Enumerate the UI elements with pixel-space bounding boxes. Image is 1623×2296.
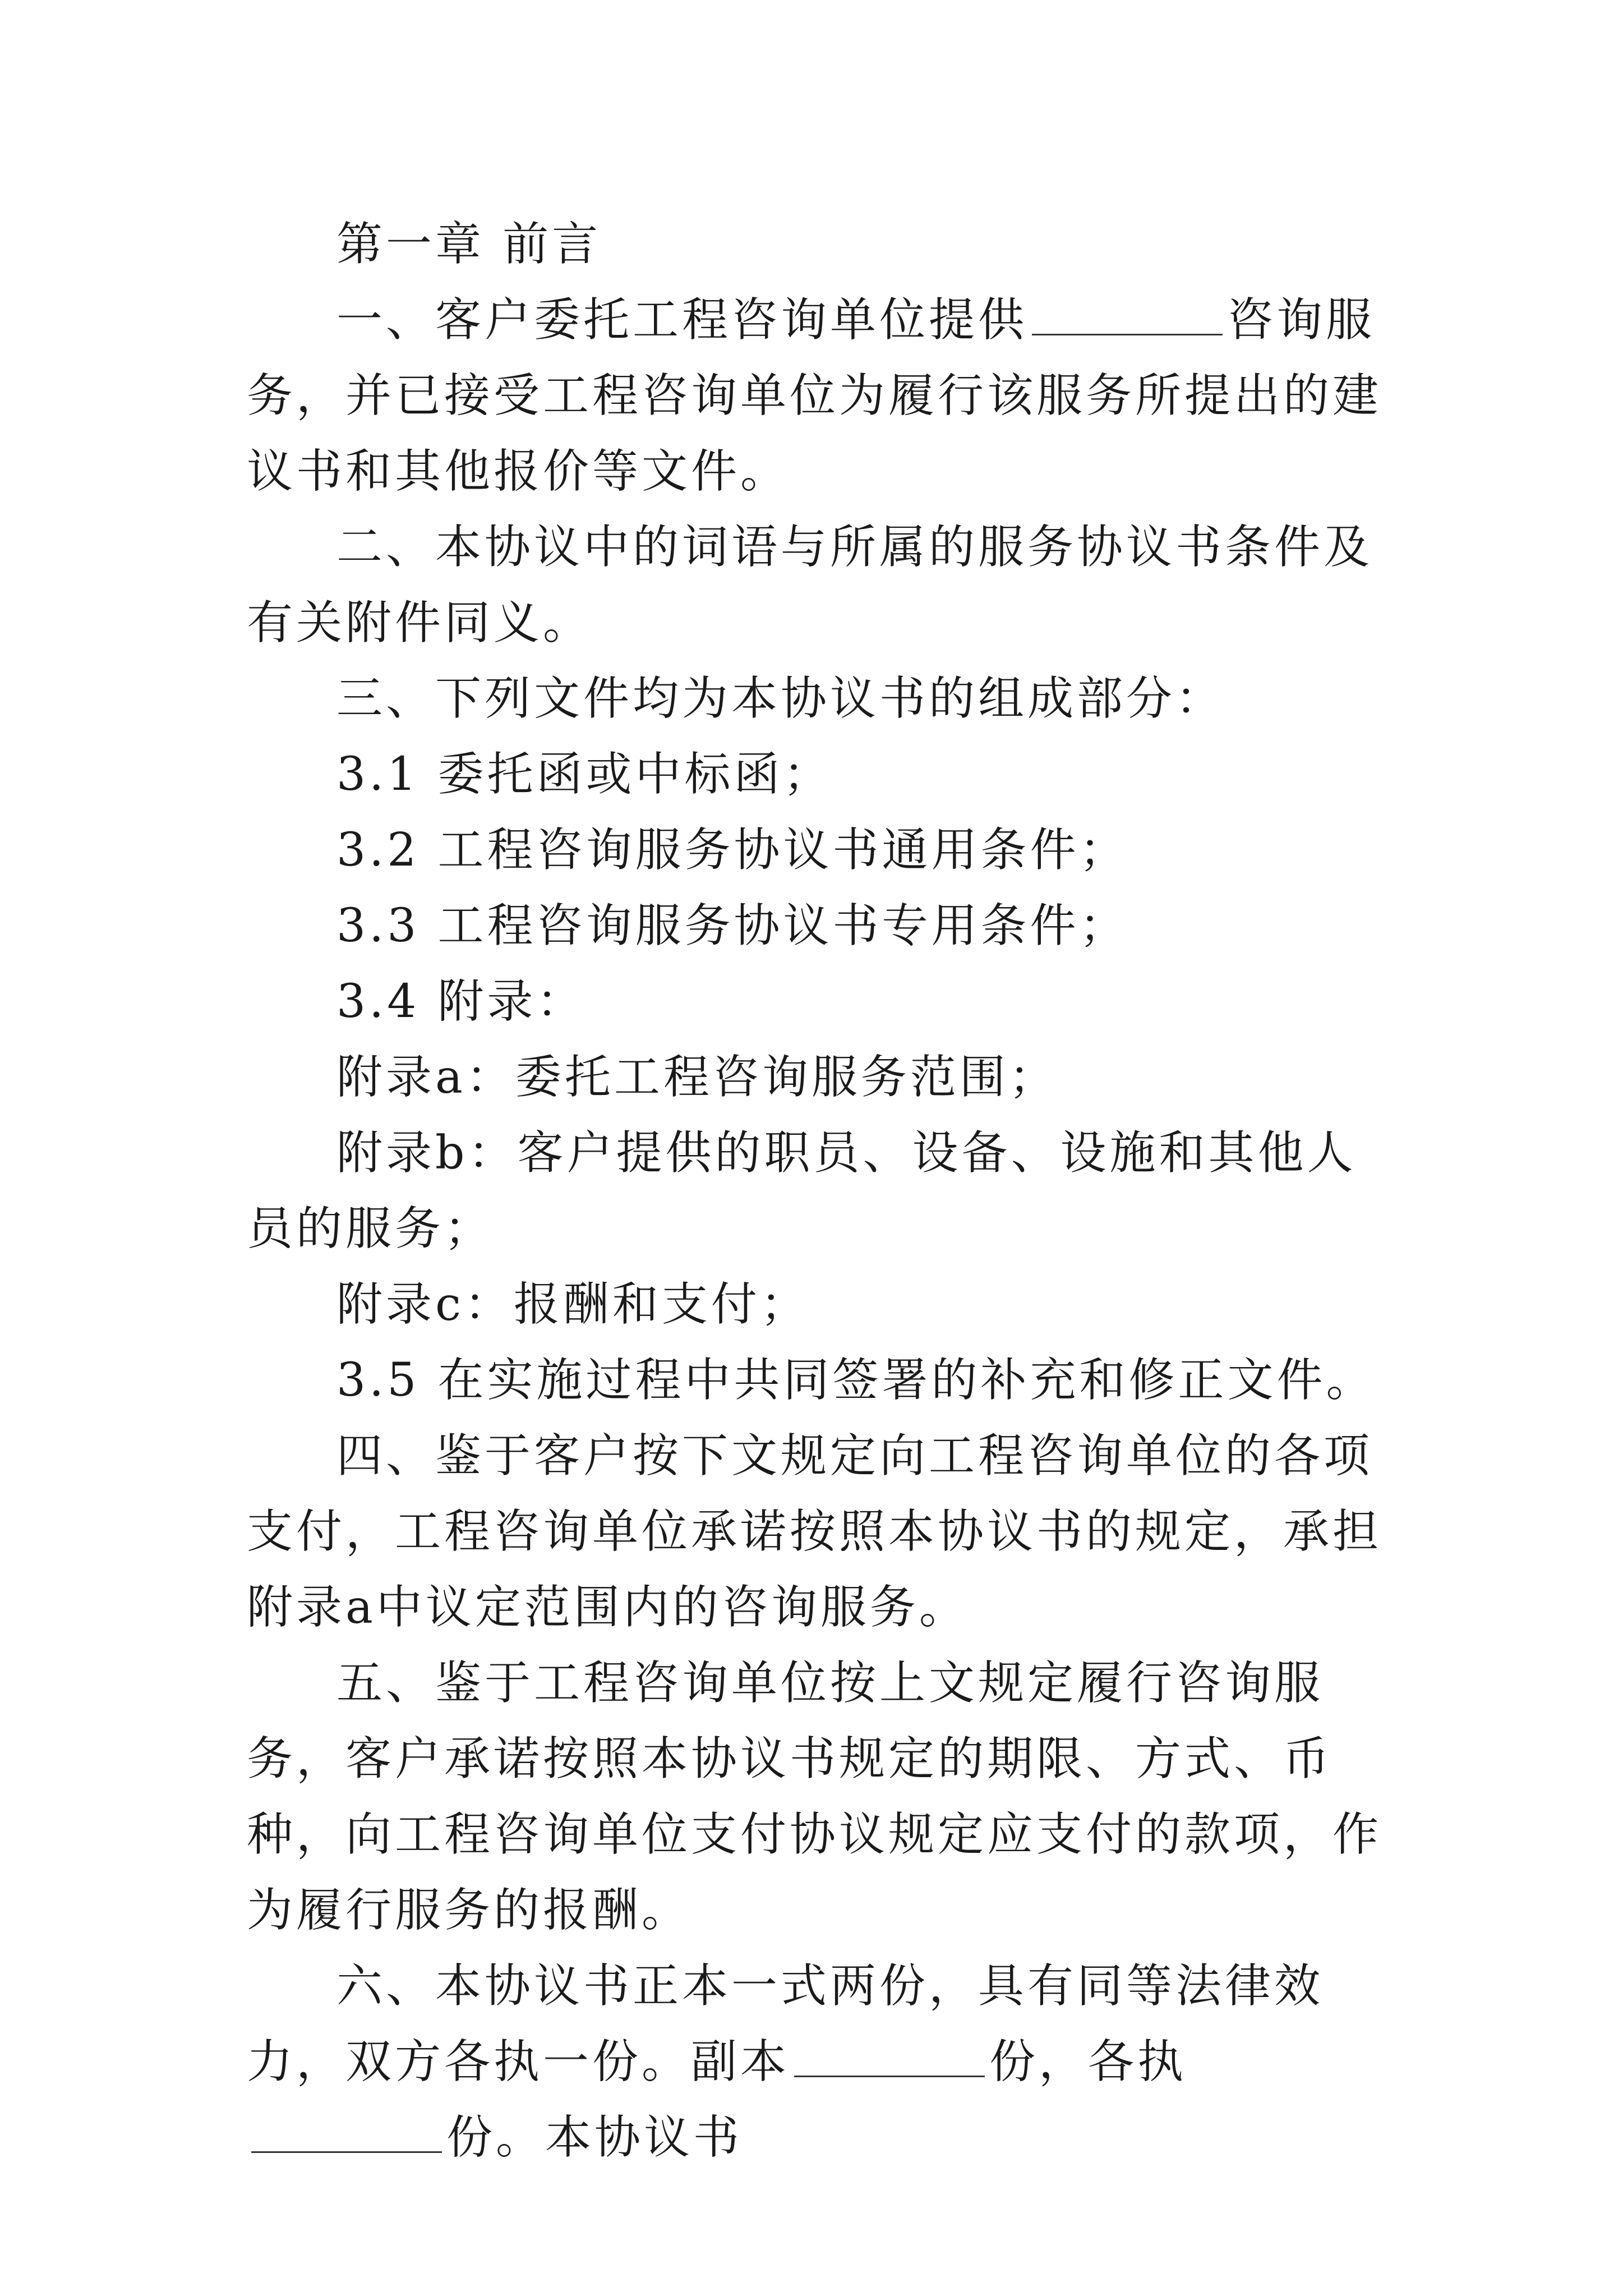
paragraph-3: 三、下列文件均为本协议书的组成部分： bbox=[336, 672, 1225, 725]
paragraph-1-text-before: 一、客户委托工程咨询单位提供 bbox=[336, 293, 1028, 347]
blank-service-name bbox=[1032, 333, 1223, 335]
paragraph-4: 四、鉴于客户按下文规定向工程咨询单位的各项支付，工程咨询单位承诺按照本协议书的规定，承担附录a中议定范围内的咨询服务。 bbox=[247, 1429, 1382, 1634]
paragraph-1-text-after: 咨询服务，并已接受工程咨询单位为履行该服务所提出的建议书和其他报价等文件。 bbox=[247, 293, 1382, 498]
paragraph-5: 五、鉴于工程咨询单位按上文规定履行咨询服务，客户承诺按照本协议书规定的期限、方式、币种，向工程咨询单位支付协议规定应支付的款项，作为履行服务的报酬。 bbox=[247, 1657, 1382, 1937]
list-item-3-5: 3.5 在实施过程中共同签署的补充和修正文件。 bbox=[336, 1354, 1376, 1407]
paragraph-6 bbox=[247, 1948, 1385, 2175]
appendix-b: 附录b：客户提供的职员、设备、设施和其他人员的服务； bbox=[247, 1126, 1357, 1255]
blank-each-holds-count bbox=[251, 2151, 442, 2153]
appendix-c: 附录c：报酬和支付； bbox=[336, 1278, 810, 1331]
list-item-3-1: 3.1 委托函或中标函； bbox=[336, 748, 833, 801]
blank-copies-count bbox=[794, 2075, 985, 2077]
list-item-3-3: 3.3 工程咨询服务协议书专用条件； bbox=[336, 899, 1129, 953]
list-item-3-4: 3.4 附录： bbox=[336, 975, 586, 1028]
paragraph-6-text-2: 份，各执 bbox=[989, 2035, 1187, 2088]
document-body bbox=[247, 206, 1385, 2175]
chapter-title: 第一章 前言 bbox=[336, 218, 602, 271]
paragraph-6-text-1: 六、本协议书正本一式两份，具有同等法律效力，双方各执一份。副本 bbox=[247, 1959, 1324, 2088]
list-item-3-2: 3.2 工程咨询服务协议书通用条件； bbox=[336, 823, 1129, 877]
appendix-a: 附录a：委托工程咨询服务范围； bbox=[336, 1051, 1058, 1104]
paragraph-2: 二、本协议中的词语与所属的服务协议书条件及有关附件同义。 bbox=[247, 521, 1373, 650]
paragraph-1 bbox=[247, 282, 1385, 509]
paragraph-6-text-3: 份。本协议书 bbox=[446, 2111, 743, 2164]
